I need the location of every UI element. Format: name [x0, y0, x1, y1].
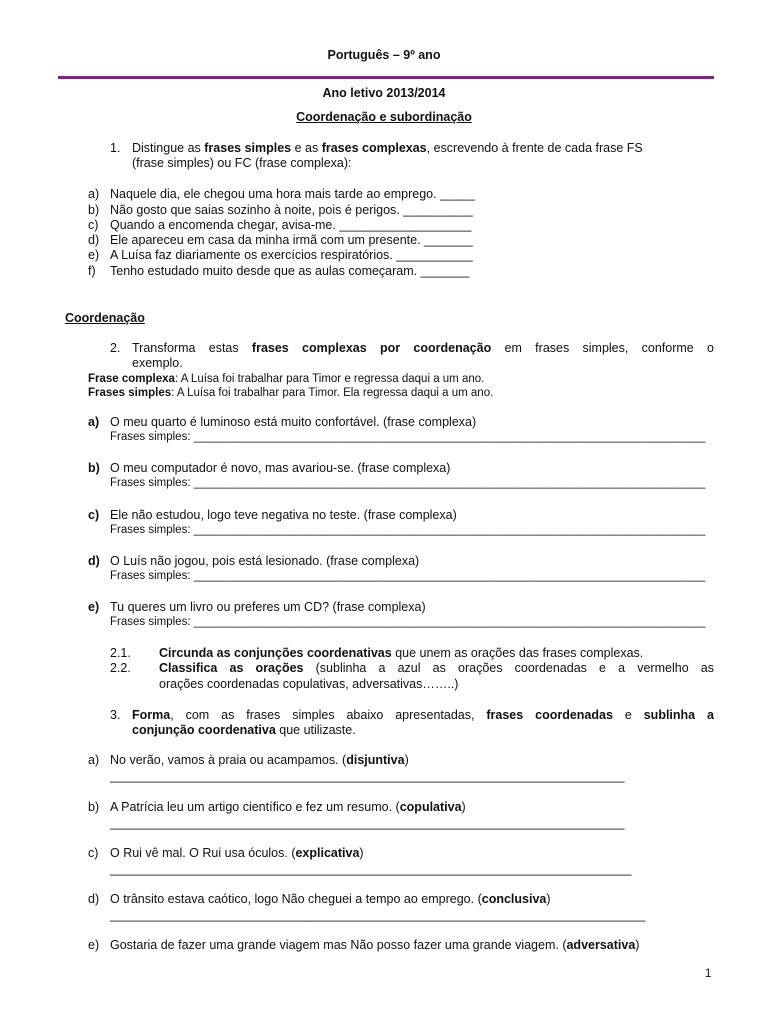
list-item: a) O meu quarto é luminoso está muito confortável. (frase complexa): [88, 415, 477, 429]
answer-line[interactable]: _____________________________________________________________________________: [110, 908, 646, 922]
answer-line[interactable]: Frases simples: ________________________________________________________________________________: [110, 477, 706, 489]
page-number: 1: [705, 968, 712, 980]
list-item: b) Não gosto que saias sozinho à noite, pois é perigos. __________: [88, 203, 473, 217]
doc-title: Português – 9º ano: [327, 48, 441, 62]
answer-line[interactable]: __________________________________________________________________________: [110, 769, 625, 783]
school-year: Ano letivo 2013/2014: [322, 86, 446, 100]
list-item: b) O meu computador é novo, mas avariou-se. (frase complexa): [88, 461, 451, 475]
answer-line[interactable]: Frases simples: ________________________________________________________________________________: [110, 570, 706, 582]
list-item: e) Gostaria de fazer uma grande viagem mas Não posso fazer uma grande viagem. (adversativa): [88, 938, 640, 952]
answer-line[interactable]: Frases simples: ________________________________________________________________________________: [110, 616, 706, 628]
sub-exercise-2-2-line2: orações coordenadas copulativas, adversativas……..): [159, 677, 459, 691]
sub-exercise-2-1: Circunda as conjunções coordenativas que unem as orações das frases complexas.: [159, 646, 644, 660]
list-item: a) Naquele dia, ele chegou uma hora mais tarde ao emprego. _____: [88, 187, 475, 201]
ex2-instruction: Transforma estas frases complexas por coordenação em frases simples, conforme o: [132, 341, 715, 355]
answer-line[interactable]: Frases simples: ________________________________________________________________________________: [110, 431, 706, 443]
list-item: e) Tu queres um livro ou preferes um CD? (frase complexa): [88, 600, 426, 614]
sub-exercise-2-2: Classifica as orações (sublinha a azul as orações coordenadas e a vermelho as: [159, 661, 714, 675]
list-item: c) Quando a encomenda chegar, avisa-me. ___________________: [88, 218, 472, 232]
ex2-number: 2.: [110, 341, 121, 355]
ex3-instruction-line2: conjunção coordenativa que utilizaste.: [132, 723, 356, 737]
list-item: d) O trânsito estava caótico, logo Não cheguei a tempo ao emprego. (conclusiva): [88, 892, 551, 906]
list-item: f) Tenho estudado muito desde que as aulas começaram. _______: [88, 264, 470, 278]
ex1-instruction-line2: (frase simples) ou FC (frase complexa):: [132, 156, 352, 170]
answer-line[interactable]: Frases simples: ________________________________________________________________________________: [110, 524, 706, 536]
ex1-instruction: Distingue as frases simples e as frases complexas, escrevendo à frente de cada frase FS: [132, 141, 643, 155]
list-item: c) Ele não estudou, logo teve negativa no teste. (frase complexa): [88, 508, 457, 522]
ex1-number: 1.: [110, 141, 121, 155]
header-divider: [58, 76, 714, 79]
ex3-instruction: Forma, com as frases simples abaixo apresentadas, frases coordenadas e sublinha a: [132, 708, 714, 722]
ex3-number: 3.: [110, 708, 121, 722]
list-item: e) A Luísa faz diariamente os exercícios respiratórios. ___________: [88, 248, 473, 262]
list-item: d) Ele apareceu em casa da minha irmã com um presente. _______: [88, 233, 473, 247]
list-item: c) O Rui vê mal. O Rui usa óculos. (explicativa): [88, 846, 364, 860]
list-item: b) A Patrícia leu um artigo científico e fez um resumo. (copulativa): [88, 800, 466, 814]
sub-exercise-number: 2.2.: [110, 661, 131, 675]
answer-line[interactable]: __________________________________________________________________________: [110, 816, 625, 830]
example-simple: Frases simples: A Luísa foi trabalhar para Timor. Ela regressa daqui a um ano.: [88, 387, 494, 399]
section-heading: Coordenação: [65, 311, 145, 325]
list-item: d) O Luís não jogou, pois está lesionado. (frase complexa): [88, 554, 420, 568]
sub-exercise-number: 2.1.: [110, 646, 131, 660]
ex2-instruction-line2: exemplo.: [132, 356, 183, 370]
answer-line[interactable]: ___________________________________________________________________________: [110, 862, 632, 876]
example-complex: Frase complexa: A Luísa foi trabalhar para Timor e regressa daqui a um ano.: [88, 373, 485, 385]
list-item: a) No verão, vamos à praia ou acampamos. (disjuntiva): [88, 753, 409, 767]
topic-title: Coordenação e subordinação: [296, 110, 472, 124]
